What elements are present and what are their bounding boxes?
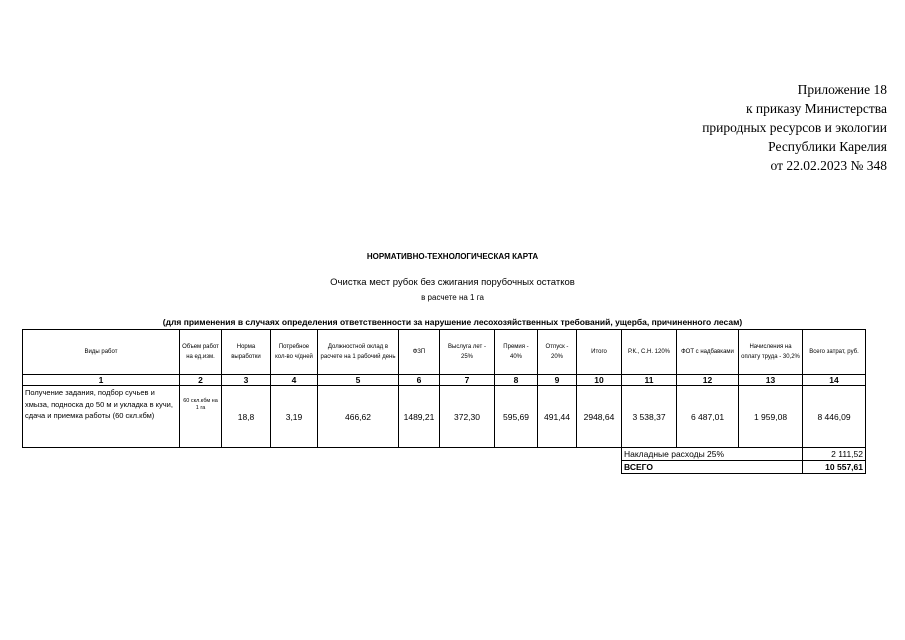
cost-table: [22, 329, 866, 474]
document-title: НОРМАТИВНО-ТЕХНОЛОГИЧЕСКАЯ КАРТА: [366, 252, 539, 261]
header-cell: Итого: [577, 330, 622, 375]
appendix-line: Приложение 18: [797, 82, 887, 97]
overhead-row: [23, 448, 866, 461]
table-cell: 595,69: [495, 386, 538, 448]
header-cell: Отпуск - 20%: [538, 330, 577, 375]
document-subtitle: Очистка мест рубок без сжигания порубочных остатков: [330, 277, 575, 288]
table-cell: 3,19: [271, 386, 318, 448]
table-cell: 1 959,08: [739, 386, 803, 448]
column-number: 1: [23, 375, 180, 386]
table-cell: 6 487,01: [677, 386, 739, 448]
table-cell: 18,8: [222, 386, 271, 448]
appendix-block: [702, 80, 887, 175]
column-number: 4: [271, 375, 318, 386]
column-number: 12: [677, 375, 739, 386]
column-number: 2: [180, 375, 222, 386]
work-description-cell: Получение задания, подбор сучьев и хмыза, подноска до 50 м и укладка в кучи, сдача и приемка работы (60 скл.кбм): [23, 386, 180, 448]
table-row: [23, 386, 866, 448]
column-number: 3: [222, 375, 271, 386]
table-cell: 2948,64: [577, 386, 622, 448]
header-cell: Всего затрат, руб.: [803, 330, 866, 375]
column-number-row: [23, 375, 866, 386]
column-number: 7: [440, 375, 495, 386]
total-row: [23, 461, 866, 474]
table-cell: 1489,21: [399, 386, 440, 448]
column-number: 5: [318, 375, 399, 386]
column-number: 9: [538, 375, 577, 386]
appendix-line: Республики Карелия: [768, 139, 887, 154]
overhead-label: Накладные расходы 25%: [622, 448, 803, 461]
column-number: 14: [803, 375, 866, 386]
blank-cell: [23, 461, 622, 474]
total-value: 10 557,61: [803, 461, 866, 474]
header-cell: ФОТ с надбавками: [677, 330, 739, 375]
header-cell: Выслуга лет - 25%: [440, 330, 495, 375]
header-cell: ФЗП: [399, 330, 440, 375]
column-number: 13: [739, 375, 803, 386]
header-cell: Р.К., С.Н. 120%: [622, 330, 677, 375]
total-label: ВСЕГО: [622, 461, 803, 474]
appendix-line: от 22.02.2023 № 348: [770, 158, 887, 173]
header-cell: Норма выработки: [222, 330, 271, 375]
header-cell: Потребное кол-во ч/дней: [271, 330, 318, 375]
column-number: 11: [622, 375, 677, 386]
document-subtitle-unit: в расчете на 1 га: [421, 293, 484, 302]
table-cell: 3 538,37: [622, 386, 677, 448]
table-cell: 8 446,09: [803, 386, 866, 448]
header-cell: Виды работ: [23, 330, 180, 375]
overhead-value: 2 111,52: [803, 448, 866, 461]
column-number: 10: [577, 375, 622, 386]
header-cell: Объем работ на ед.изм.: [180, 330, 222, 375]
table-cell: 491,44: [538, 386, 577, 448]
table-header-row: [23, 330, 866, 375]
header-cell: Должностной оклад в расчете на 1 рабочий день: [318, 330, 399, 375]
header-cell: Премия - 40%: [495, 330, 538, 375]
work-volume-cell: 60 скл.кбм на 1 га: [180, 386, 222, 448]
table-cell: 372,30: [440, 386, 495, 448]
appendix-line: природных ресурсов и экологии: [702, 120, 887, 135]
table-cell: 466,62: [318, 386, 399, 448]
appendix-line: к приказу Министерства: [745, 101, 887, 116]
column-number: 6: [399, 375, 440, 386]
header-cell: Начисления на оплату труда - 30,2%: [739, 330, 803, 375]
blank-cell: [23, 448, 622, 461]
document-note: (для применения в случаях определения ответственности за нарушение лесохозяйственных требований, ущерба, причиненного лесам): [162, 317, 743, 327]
column-number: 8: [495, 375, 538, 386]
